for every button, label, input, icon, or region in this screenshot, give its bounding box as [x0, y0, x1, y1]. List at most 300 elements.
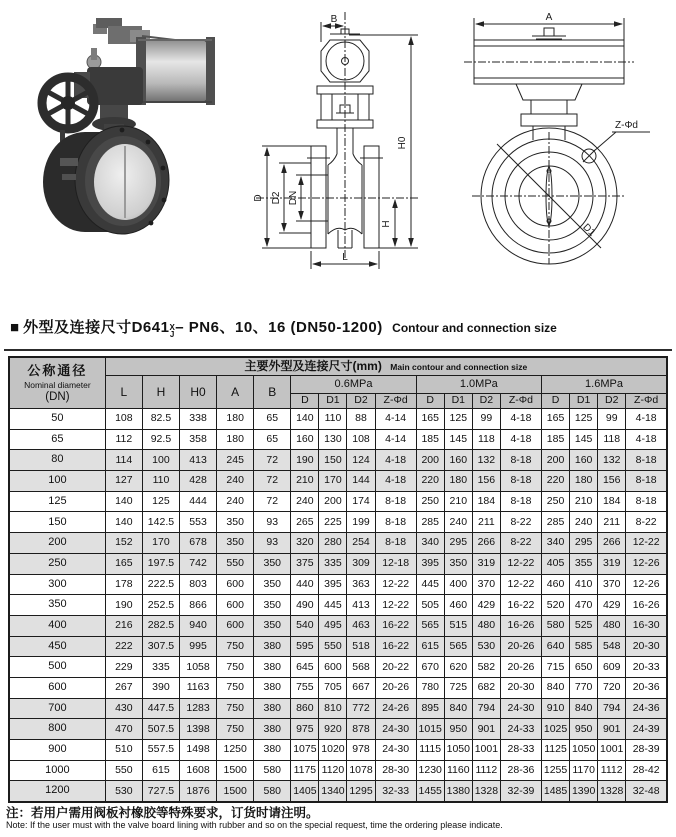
title-cn: 外型及连接尺寸	[23, 319, 132, 336]
dim-cell: 65	[254, 429, 291, 450]
dim-cell: 110	[142, 471, 179, 492]
dim-cell: 1050	[444, 740, 472, 761]
dim-label-l: L	[342, 252, 348, 263]
dim-cell: 170	[142, 533, 179, 554]
dn-cell: 800	[9, 719, 105, 740]
nominal-diameter-en: Nominal diameter	[24, 379, 91, 390]
dim-cell: 720	[598, 677, 626, 698]
dim-cell: 705	[319, 677, 347, 698]
dim-cell: 229	[105, 657, 142, 678]
dim-cell: 285	[416, 512, 444, 533]
dim-cell: 350	[254, 595, 291, 616]
dim-cell: 12-22	[626, 533, 667, 554]
dim-cell: 742	[180, 553, 217, 574]
dim-cell: 1340	[319, 781, 347, 802]
dim-cell: 254	[347, 533, 375, 554]
dim-cell: 28-42	[626, 760, 667, 781]
dim-cell: 580	[254, 760, 291, 781]
table-row	[9, 450, 667, 471]
dim-cell: 978	[347, 740, 375, 761]
dim-cell: 1230	[416, 760, 444, 781]
dim-cell: 266	[598, 533, 626, 554]
dim-cell: 350	[217, 533, 254, 554]
dim-cell: 490	[291, 595, 319, 616]
dim-cell: 12-22	[500, 553, 541, 574]
dim-cell: 320	[291, 533, 319, 554]
dim-cell: 995	[180, 636, 217, 657]
valve-product-photo	[30, 10, 242, 262]
dim-cell: 380	[254, 657, 291, 678]
dim-cell: 901	[472, 719, 500, 740]
dim-cell: 380	[254, 740, 291, 761]
dim-cell: 252.5	[142, 595, 179, 616]
col-header-B: B	[254, 376, 291, 409]
dim-cell: 1112	[598, 760, 626, 781]
dim-cell: 1078	[347, 760, 375, 781]
dim-cell: 185	[542, 429, 570, 450]
dim-cell: 940	[180, 615, 217, 636]
dim-cell: 240	[444, 512, 472, 533]
dim-cell: 413	[180, 450, 217, 471]
dim-cell: 4-18	[375, 450, 416, 471]
dim-cell: 515	[444, 615, 472, 636]
dn-cell: 700	[9, 698, 105, 719]
dim-cell: 165	[416, 409, 444, 430]
dim-cell: 1075	[291, 740, 319, 761]
table-row	[9, 781, 667, 802]
table-row	[9, 740, 667, 761]
dim-cell: 16-22	[375, 615, 416, 636]
dim-cell: 127	[105, 471, 142, 492]
dim-cell: 220	[416, 471, 444, 492]
sub-header-D1: D1	[319, 394, 347, 409]
dim-cell: 405	[542, 553, 570, 574]
dim-cell: 1025	[542, 719, 570, 740]
dim-cell: 20-30	[626, 636, 667, 657]
dim-cell: 266	[472, 533, 500, 554]
sub-header-D: D	[542, 394, 570, 409]
dim-cell: 114	[105, 450, 142, 471]
dim-cell: 16-26	[626, 595, 667, 616]
dim-cell: 1283	[180, 698, 217, 719]
dim-cell: 250	[542, 491, 570, 512]
dim-cell: 1001	[598, 740, 626, 761]
sub-header-D2: D2	[347, 394, 375, 409]
dim-cell: 780	[416, 677, 444, 698]
dim-cell: 8-18	[626, 491, 667, 512]
dim-cell: 715	[542, 657, 570, 678]
dim-cell: 580	[254, 781, 291, 802]
model-variant-sub: J	[169, 330, 175, 339]
dim-cell: 8-18	[500, 491, 541, 512]
dn-cell: 900	[9, 740, 105, 761]
table-row	[9, 491, 667, 512]
dim-cell: 20-30	[500, 677, 541, 698]
dim-cell: 510	[105, 740, 142, 761]
dim-cell: 190	[105, 595, 142, 616]
dim-cell: 358	[180, 429, 217, 450]
front-view-drawing	[444, 8, 676, 266]
col-header-L: L	[105, 376, 142, 409]
dim-cell: 445	[319, 595, 347, 616]
dim-cell: 1500	[217, 781, 254, 802]
dim-cell: 470	[105, 719, 142, 740]
title-spec: – PN6、10、16 (DN50-1200)	[175, 319, 383, 336]
dim-cell: 93	[254, 512, 291, 533]
dim-cell: 615	[416, 636, 444, 657]
table-row	[9, 615, 667, 636]
dim-cell: 335	[319, 553, 347, 574]
dim-cell: 794	[598, 698, 626, 719]
dim-cell: 1498	[180, 740, 217, 761]
dim-cell: 340	[542, 533, 570, 554]
dim-cell: 1001	[472, 740, 500, 761]
dim-cell: 470	[570, 595, 598, 616]
dim-cell: 1115	[416, 740, 444, 761]
dim-cell: 280	[319, 533, 347, 554]
nominal-diameter-header	[9, 357, 105, 409]
dim-cell: 750	[217, 677, 254, 698]
dim-cell: 750	[217, 719, 254, 740]
dim-cell: 530	[472, 636, 500, 657]
dim-cell: 840	[542, 677, 570, 698]
table-row	[9, 512, 667, 533]
dim-cell: 901	[598, 719, 626, 740]
dn-cell: 1000	[9, 760, 105, 781]
dim-cell: 518	[347, 636, 375, 657]
dim-cell: 295	[444, 533, 472, 554]
dim-cell: 568	[347, 657, 375, 678]
table-row	[9, 409, 667, 430]
dn-cell: 500	[9, 657, 105, 678]
dim-cell: 505	[416, 595, 444, 616]
dim-cell: 20-22	[375, 657, 416, 678]
dim-cell: 667	[347, 677, 375, 698]
table-row	[9, 636, 667, 657]
dim-cell: 1170	[570, 760, 598, 781]
dim-cell: 93	[254, 533, 291, 554]
dn-cell: 150	[9, 512, 105, 533]
dim-cell: 222	[105, 636, 142, 657]
dim-cell: 180	[217, 409, 254, 430]
table-row	[9, 657, 667, 678]
dn-cell: 450	[9, 636, 105, 657]
dim-cell: 12-26	[626, 574, 667, 595]
dim-cell: 28-36	[500, 760, 541, 781]
dim-cell: 645	[291, 657, 319, 678]
dim-cell: 8-22	[500, 512, 541, 533]
dim-cell: 750	[217, 636, 254, 657]
dim-cell: 178	[105, 574, 142, 595]
dim-cell: 350	[254, 574, 291, 595]
dim-cell: 350	[444, 553, 472, 574]
dim-cell: 920	[319, 719, 347, 740]
dim-cell: 144	[347, 471, 375, 492]
dim-cell: 609	[598, 657, 626, 678]
dim-cell: 525	[570, 615, 598, 636]
dim-cell: 447.5	[142, 698, 179, 719]
dim-cell: 507.5	[142, 719, 179, 740]
dim-cell: 240	[291, 491, 319, 512]
nominal-diameter-unit: (DN)	[45, 390, 70, 403]
dim-cell: 32-48	[626, 781, 667, 802]
dim-cell: 112	[105, 429, 142, 450]
dim-cell: 12-26	[626, 553, 667, 574]
nominal-diameter-cn: 公称通径	[27, 363, 88, 379]
dim-cell: 1120	[319, 760, 347, 781]
dim-cell: 8-18	[626, 471, 667, 492]
dim-cell: 88	[347, 409, 375, 430]
dim-cell: 1455	[416, 781, 444, 802]
dim-cell: 750	[217, 698, 254, 719]
dim-cell: 28-30	[375, 760, 416, 781]
dim-cell: 1328	[598, 781, 626, 802]
dim-cell: 245	[217, 450, 254, 471]
dim-cell: 1398	[180, 719, 217, 740]
dim-cell: 240	[217, 491, 254, 512]
dim-cell: 363	[347, 574, 375, 595]
dim-cell: 8-22	[500, 533, 541, 554]
section-title	[10, 316, 672, 338]
dim-cell: 600	[319, 657, 347, 678]
dim-cell: 99	[472, 409, 500, 430]
dim-cell: 24-30	[375, 719, 416, 740]
dim-cell: 220	[542, 471, 570, 492]
title-divider	[4, 349, 672, 351]
dim-cell: 16-22	[500, 595, 541, 616]
dim-cell: 108	[347, 429, 375, 450]
dim-cell: 810	[319, 698, 347, 719]
dim-cell: 370	[598, 574, 626, 595]
dim-cell: 132	[472, 450, 500, 471]
dim-cell: 160	[444, 450, 472, 471]
dim-cell: 440	[291, 574, 319, 595]
dim-cell: 772	[347, 698, 375, 719]
dim-cell: 380	[254, 677, 291, 698]
dim-cell: 550	[319, 636, 347, 657]
dim-cell: 950	[570, 719, 598, 740]
dn-cell: 100	[9, 471, 105, 492]
table-row	[9, 595, 667, 616]
dim-cell: 495	[319, 615, 347, 636]
dim-cell: 429	[598, 595, 626, 616]
dim-cell: 1050	[570, 740, 598, 761]
dim-cell: 640	[542, 636, 570, 657]
dim-cell: 1125	[542, 740, 570, 761]
sub-header-D1: D1	[570, 394, 598, 409]
dim-cell: 370	[472, 574, 500, 595]
table-row	[9, 429, 667, 450]
dim-cell: 1250	[217, 740, 254, 761]
dim-cell: 309	[347, 553, 375, 574]
dim-cell: 350	[217, 512, 254, 533]
dim-cell: 550	[217, 553, 254, 574]
dim-cell: 118	[598, 429, 626, 450]
dim-cell: 180	[444, 471, 472, 492]
dim-cell: 4-18	[626, 429, 667, 450]
dim-cell: 24-30	[500, 698, 541, 719]
dim-cell: 600	[217, 595, 254, 616]
pressure-group-10: 1.0MPa	[416, 376, 541, 394]
dim-cell: 222.5	[142, 574, 179, 595]
dim-cell: 595	[291, 636, 319, 657]
table-row	[9, 574, 667, 595]
dim-cell: 20-26	[500, 636, 541, 657]
pressure-group-06: 0.6MPa	[291, 376, 416, 394]
dim-cell: 211	[598, 512, 626, 533]
col-header-H: H	[142, 376, 179, 409]
dim-cell: 24-36	[626, 698, 667, 719]
dim-cell: 165	[105, 553, 142, 574]
dim-cell: 125	[142, 491, 179, 512]
dim-cell: 160	[570, 450, 598, 471]
dim-cell: 770	[570, 677, 598, 698]
dim-cell: 72	[254, 450, 291, 471]
table-row	[9, 553, 667, 574]
sub-header-D1: D1	[444, 394, 472, 409]
dim-cell: 240	[217, 471, 254, 492]
dim-cell: 12-22	[375, 574, 416, 595]
dim-label-dn: DN	[288, 190, 299, 206]
dim-cell: 72	[254, 471, 291, 492]
col-header-A: A	[217, 376, 254, 409]
dim-cell: 8-18	[500, 450, 541, 471]
dim-cell: 480	[598, 615, 626, 636]
dim-cell: 28-33	[500, 740, 541, 761]
table-row	[9, 719, 667, 740]
dim-cell: 152	[105, 533, 142, 554]
sub-header-Zd: Z-Φd	[500, 394, 541, 409]
dim-cell: 124	[347, 450, 375, 471]
dim-cell: 380	[254, 698, 291, 719]
dim-cell: 319	[472, 553, 500, 574]
dim-cell: 185	[416, 429, 444, 450]
dim-cell: 240	[570, 512, 598, 533]
dim-cell: 444	[180, 491, 217, 512]
model-number: D641	[131, 319, 170, 336]
dim-cell: 1058	[180, 657, 217, 678]
dim-cell: 463	[347, 615, 375, 636]
dim-cell: 413	[347, 595, 375, 616]
dn-cell: 200	[9, 533, 105, 554]
dim-cell: 118	[472, 429, 500, 450]
dim-cell: 8-18	[375, 512, 416, 533]
dim-cell: 650	[570, 657, 598, 678]
dim-cell: 140	[105, 512, 142, 533]
dim-cell: 445	[416, 574, 444, 595]
dim-cell: 295	[570, 533, 598, 554]
dim-cell: 1295	[347, 781, 375, 802]
dim-label-h0: H0	[397, 136, 408, 150]
dim-cell: 125	[444, 409, 472, 430]
dim-cell: 8-22	[626, 512, 667, 533]
dim-cell: 878	[347, 719, 375, 740]
dim-cell: 8-18	[375, 533, 416, 554]
dim-cell: 125	[570, 409, 598, 430]
dn-cell: 400	[9, 615, 105, 636]
dim-cell: 395	[416, 553, 444, 574]
dim-cell: 160	[291, 429, 319, 450]
model-variant-sup: X	[169, 323, 176, 332]
dim-cell: 130	[319, 429, 347, 450]
dim-cell: 428	[180, 471, 217, 492]
dim-cell: 1163	[180, 677, 217, 698]
dim-cell: 24-30	[375, 740, 416, 761]
dim-cell: 1255	[542, 760, 570, 781]
dim-cell: 12-22	[500, 574, 541, 595]
main-header	[105, 357, 667, 376]
dim-cell: 794	[472, 698, 500, 719]
dim-cell: 108	[105, 409, 142, 430]
dim-label-d: D	[253, 194, 264, 202]
dim-cell: 140	[105, 491, 142, 512]
main-header-en: Main contour and connection size	[390, 362, 528, 373]
dim-label-d1: D1	[580, 221, 598, 239]
table-row	[9, 471, 667, 492]
dim-cell: 1608	[180, 760, 217, 781]
dim-cell: 355	[570, 553, 598, 574]
dn-cell: 125	[9, 491, 105, 512]
dim-cell: 210	[291, 471, 319, 492]
sub-header-Zd: Z-Φd	[626, 394, 667, 409]
dim-cell: 866	[180, 595, 217, 616]
dim-cell: 285	[542, 512, 570, 533]
dim-cell: 530	[105, 781, 142, 802]
dim-cell: 557.5	[142, 740, 179, 761]
dim-cell: 16-30	[626, 615, 667, 636]
dim-cell: 1175	[291, 760, 319, 781]
dim-cell: 410	[570, 574, 598, 595]
dim-cell: 338	[180, 409, 217, 430]
dim-cell: 1015	[416, 719, 444, 740]
dim-cell: 156	[472, 471, 500, 492]
dim-cell: 585	[570, 636, 598, 657]
dim-cell: 1160	[444, 760, 472, 781]
dim-cell: 4-18	[375, 471, 416, 492]
main-header-cn: 主要外型及连接尺寸(mm)	[244, 359, 382, 374]
dim-cell: 200	[542, 450, 570, 471]
bolt-pattern-label: Z-Φd	[615, 120, 638, 131]
table-row	[9, 760, 667, 781]
dim-cell: 460	[542, 574, 570, 595]
dim-label-a: A	[545, 12, 553, 23]
dim-cell: 860	[291, 698, 319, 719]
dim-cell: 24-33	[500, 719, 541, 740]
dim-cell: 553	[180, 512, 217, 533]
dn-cell: 600	[9, 677, 105, 698]
dim-cell: 840	[570, 698, 598, 719]
dim-cell: 4-18	[626, 409, 667, 430]
table-row	[9, 533, 667, 554]
dim-cell: 145	[570, 429, 598, 450]
dim-cell: 216	[105, 615, 142, 636]
sub-header-D: D	[416, 394, 444, 409]
dim-cell: 132	[598, 450, 626, 471]
dim-cell: 145	[444, 429, 472, 450]
sub-header-D2: D2	[472, 394, 500, 409]
dim-cell: 375	[291, 553, 319, 574]
dim-cell: 200	[319, 491, 347, 512]
sub-header-Zd: Z-Φd	[375, 394, 416, 409]
dim-cell: 1328	[472, 781, 500, 802]
dim-cell: 32-39	[500, 781, 541, 802]
dim-cell: 140	[291, 409, 319, 430]
dim-cell: 1876	[180, 781, 217, 802]
dim-cell: 72	[254, 491, 291, 512]
dim-cell: 65	[254, 409, 291, 430]
dim-cell: 895	[416, 698, 444, 719]
dim-cell: 1485	[542, 781, 570, 802]
